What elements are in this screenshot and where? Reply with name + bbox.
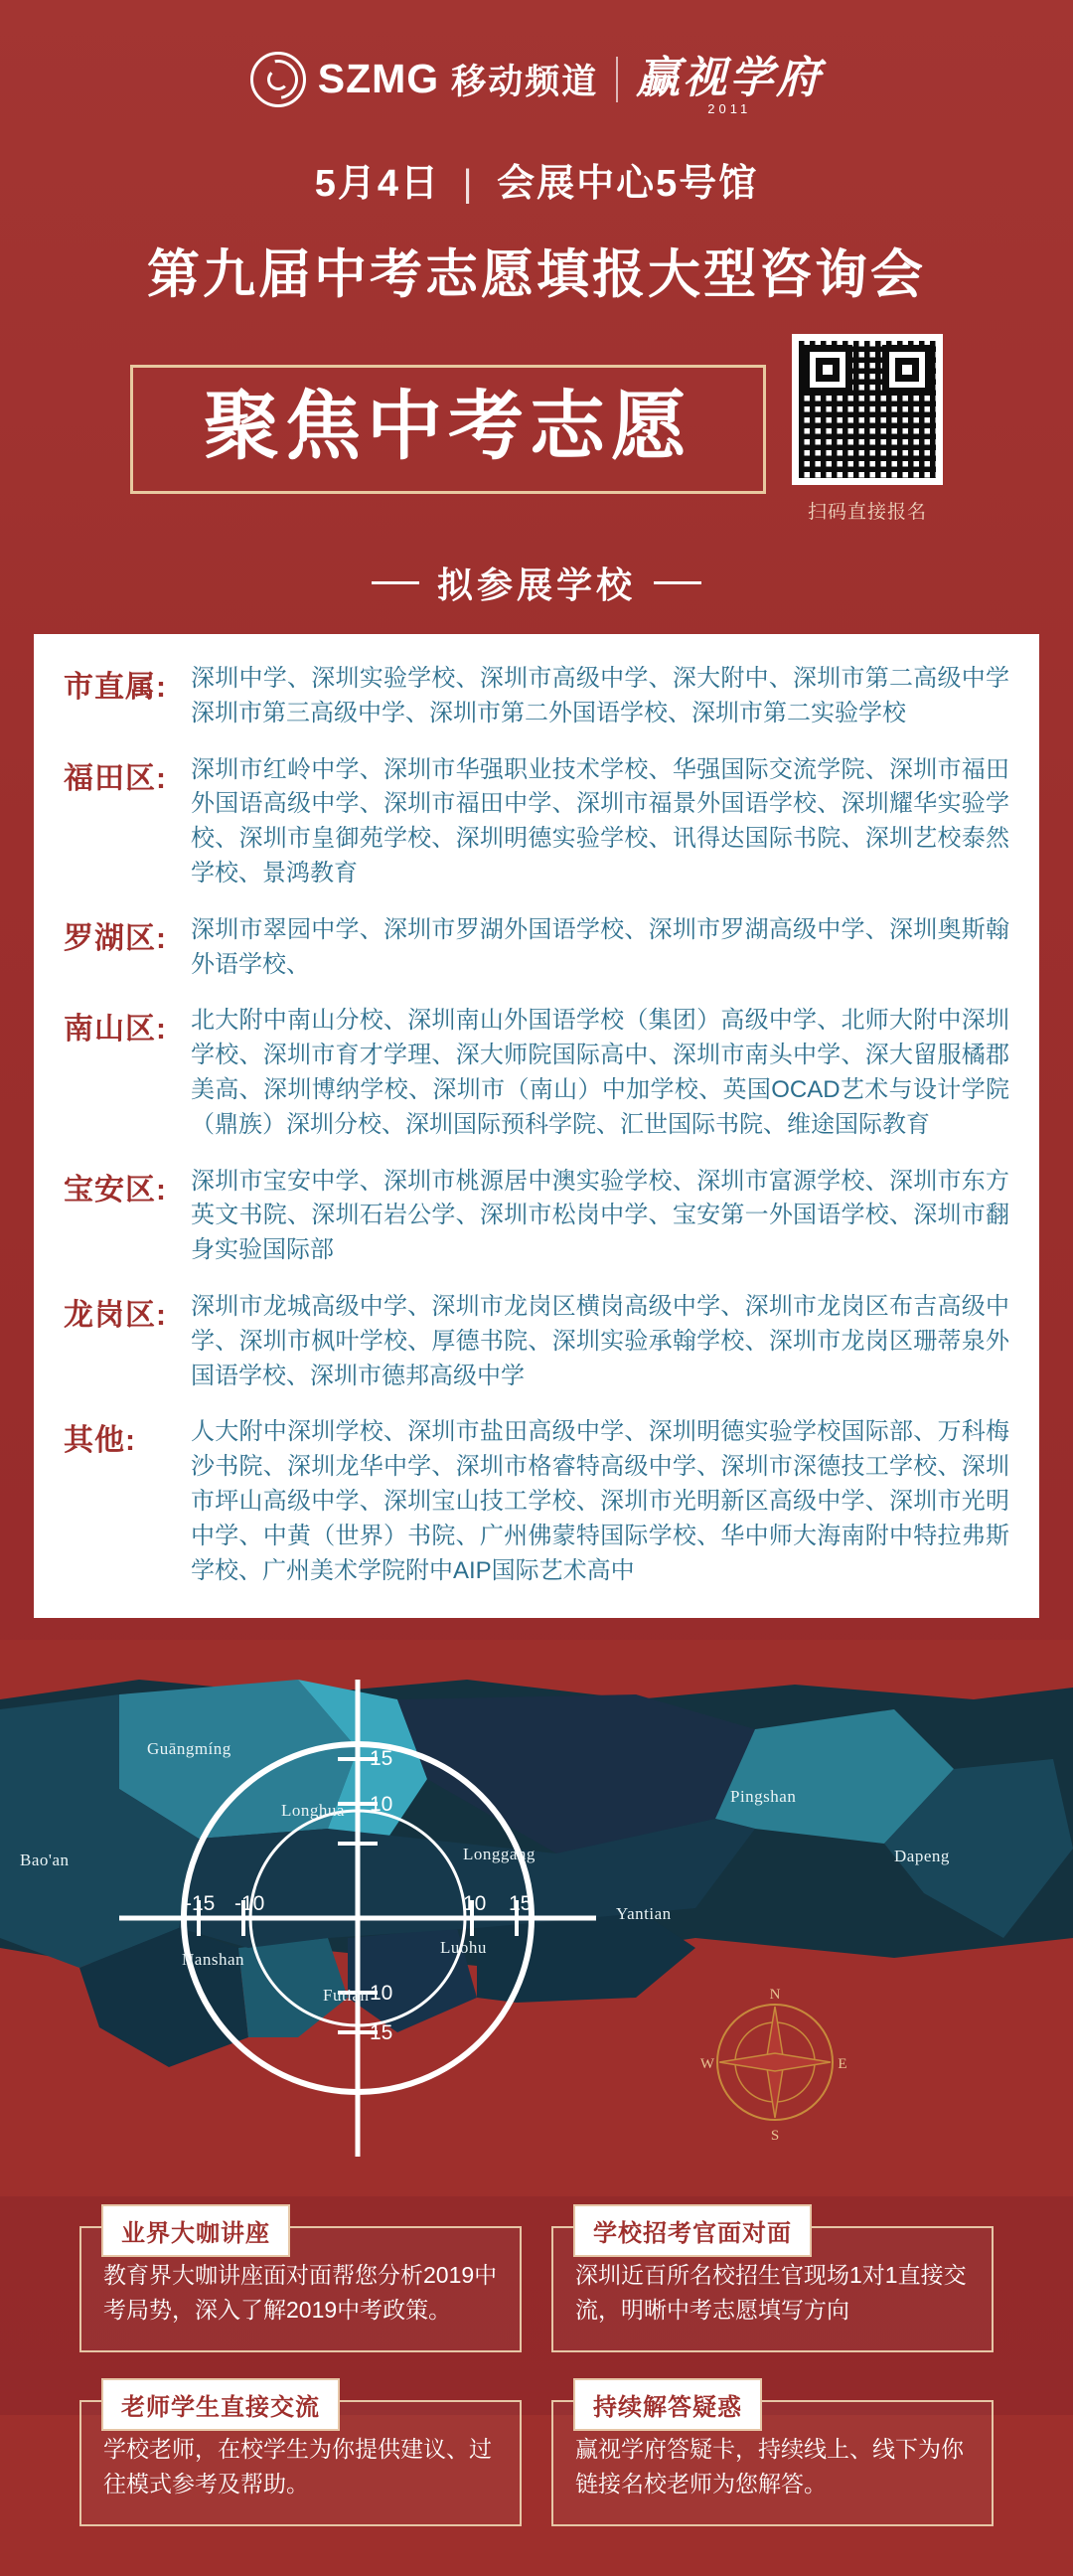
- feature-tag: 学校招考官面对面: [573, 2204, 812, 2257]
- brand-bar: [0, 0, 1073, 116]
- section-rule-left: [372, 581, 419, 584]
- school-row-label: 福田区:: [64, 761, 167, 795]
- qr-block: [792, 334, 943, 524]
- school-row-label: 其他:: [64, 1424, 136, 1458]
- map-label-yantian: Yantian: [616, 1904, 672, 1924]
- feature-text: 学校老师，在校学生为你提供建议、过往模式参考及帮助。: [103, 2436, 492, 2496]
- feature-card: [551, 2378, 994, 2526]
- school-row-text: 人大附中深圳学校、深圳市盐田高级中学、深圳明德实验学校国际部、万科梅沙书院、深圳龙华中学、深圳市格睿特高级中学、深圳市深德技工学校、深圳市坪山高级中学、深圳宝山技工学校、深圳市光明新区高级中学、深圳市光明中学、中黄（世界）书院、广州佛蒙特国际学校、华中师大海南附中特拉弗斯学校、广州美术学院附中AIP国际艺术高中: [191, 1418, 1009, 1584]
- school-row-text: 深圳市宝安中学、深圳市桃源居中澳实验学校、深圳市富源学校、深圳市东方英文书院、深圳石岩公学、深圳市松岗中学、宝安第一外国语学校、深圳市翻身实验国际部: [191, 1167, 1009, 1264]
- tick-10-top: 10: [370, 1793, 393, 1817]
- event-date: 5月4日: [314, 163, 441, 205]
- focus-slogan-box: [130, 365, 766, 494]
- feature-tag: 老师学生直接交流: [101, 2378, 340, 2431]
- page-title: 第九届中考志愿填报大型咨询会: [147, 245, 926, 304]
- yingshi-logo-year: 2011: [707, 101, 752, 116]
- school-row-label: 龙岗区:: [64, 1298, 167, 1332]
- feature-card: [79, 2378, 522, 2526]
- feature-text: 教育界大咖讲座面对面帮您分析2019中考局势，深入了解2019中考政策。: [103, 2262, 498, 2323]
- brand-divider: [616, 57, 618, 102]
- map-svg: [0, 1640, 1073, 2196]
- school-row-text: 深圳市翠园中学、深圳市罗湖外国语学校、深圳市罗湖高级中学、深圳奥斯翰外语学校、: [191, 915, 1009, 978]
- szmg-logo-cn: 移动频道: [451, 62, 599, 101]
- features-grid: [0, 2204, 1073, 2576]
- map-label-longgang: Longgang: [463, 1845, 536, 1864]
- school-row: [64, 1165, 1009, 1268]
- map-label-futian: Futian: [323, 1986, 370, 2006]
- school-row: [64, 1004, 1009, 1142]
- feature-tag: 业界大咖讲座: [101, 2204, 290, 2257]
- school-row: [64, 662, 1009, 731]
- focus-row: [0, 334, 1073, 524]
- tick-15-bottom: 15: [370, 2021, 393, 2045]
- szmg-logo-text: SZMG: [317, 56, 440, 101]
- focus-slogan: 聚焦中考志愿: [204, 384, 692, 469]
- shenzhen-map: [0, 1640, 1073, 2196]
- school-row-label: 罗湖区:: [64, 921, 167, 955]
- svg-text:E: E: [838, 2056, 847, 2073]
- date-venue-separator: |: [462, 163, 475, 205]
- map-label-baoan: Bao'an: [20, 1851, 70, 1870]
- school-row-text: 北大附中南山分校、深圳南山外国语学校（集团）高级中学、北师大附中深圳学校、深圳市育才学理、深大师院国际高中、深圳市南头中学、深大留服橘郡美高、深圳博纳学校、深圳市（南山）中加学校、英国OCAD艺术与设计学院（鼎族）深圳分校、深圳国际预科学院、汇世国际书院、维途国际教育: [191, 1007, 1009, 1138]
- school-row-label: 市直属:: [64, 671, 167, 704]
- yingshi-logo: [636, 42, 823, 116]
- section-rule-right: [654, 581, 701, 584]
- tick-10-bottom: 10: [370, 1982, 393, 2006]
- map-label-luohu: Luohu: [440, 1938, 487, 1958]
- map-label-longhua: Longhua: [281, 1801, 345, 1821]
- svg-text:W: W: [699, 2056, 715, 2073]
- school-row-text: 深圳市龙城高级中学、深圳市龙岗区横岗高级中学、深圳市龙岗区布吉高级中学、深圳市枫叶学校、厚德书院、深圳实验承翰学校、深圳市龙岗区珊蒂泉外国语学校、深圳市德邦高级中学: [191, 1292, 1009, 1389]
- map-label-nanshan: Nanshan: [182, 1950, 244, 1970]
- map-label-guangming: Guāngmíng: [147, 1739, 231, 1759]
- tick-15-top: 15: [370, 1747, 393, 1771]
- school-row: [64, 913, 1009, 983]
- svg-text:S: S: [770, 2128, 780, 2145]
- feature-card: [551, 2204, 994, 2352]
- szmg-swirl-icon: [250, 52, 306, 107]
- yingshi-logo-text: 赢视学府: [636, 54, 824, 102]
- event-venue: 会展中心5号馆: [497, 163, 759, 205]
- school-list-card: [34, 634, 1039, 1618]
- feature-text: 赢视学府答疑卡，持续线上、线下为你链接名校老师为您解答。: [575, 2436, 964, 2496]
- feature-text: 深圳近百所名校招生官现场1对1直接交流，明晰中考志愿填写方向: [575, 2262, 967, 2323]
- feature-card: [79, 2204, 522, 2352]
- section-title: 拟参展学校: [436, 564, 636, 605]
- section-header: [0, 558, 1073, 608]
- svg-text:N: N: [769, 1987, 781, 2004]
- school-row: [64, 753, 1009, 891]
- qr-code[interactable]: [792, 334, 943, 485]
- school-row-text: 深圳市红岭中学、深圳市华强职业技术学校、华强国际交流学院、深圳市福田外国语高级中学、深圳市福田中学、深圳市福景外国语学校、深圳耀华实验学校、深圳市皇御苑学校、深圳明德实验学校、讯得达国际书院、深圳艺校泰然学校、景鸿教育: [191, 755, 1009, 886]
- school-row-label: 宝安区:: [64, 1173, 167, 1207]
- map-label-pingshan: Pingshan: [730, 1787, 797, 1807]
- school-row-label: 南山区:: [64, 1013, 167, 1046]
- qr-caption: 扫码直接报名: [807, 502, 927, 523]
- school-row: [64, 1415, 1009, 1588]
- school-row-text: 深圳中学、深圳实验学校、深圳市高级中学、深大附中、深圳市第二高级中学深圳市第三高级中学、深圳市第二外国语学校、深圳市第二实验学校: [191, 665, 1009, 726]
- school-row: [64, 1290, 1009, 1393]
- feature-tag: 持续解答疑惑: [573, 2378, 762, 2431]
- tick-15-right: 15: [509, 1892, 533, 1916]
- tick-10-right: 10: [463, 1892, 487, 1916]
- map-label-dapeng: Dapeng: [894, 1847, 950, 1866]
- tick-neg10: -10: [234, 1892, 265, 1916]
- date-venue-bar: [0, 152, 1073, 207]
- szmg-logo: [250, 52, 598, 107]
- tick-neg15: -15: [185, 1892, 216, 1916]
- qr-code-pattern: [799, 341, 936, 478]
